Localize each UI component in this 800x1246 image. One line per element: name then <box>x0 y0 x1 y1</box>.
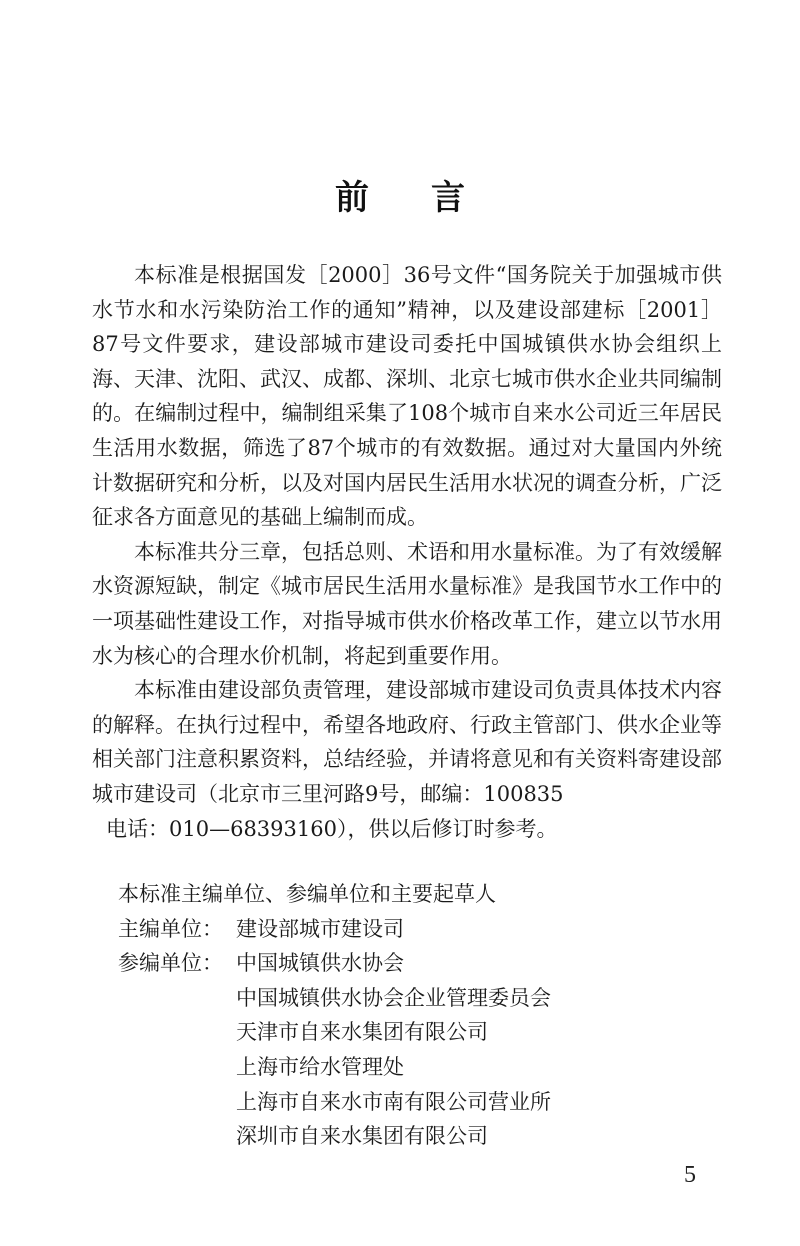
paragraph-1: 本标准是根据国发［2000］36号文件“国务院关于加强城市供水节水和水污染防治工作的通知”精神，以及建设部建标［2001］87号文件要求，建设部城市建设司委托中国城镇供水协会组织上海、天津、沈阳、武汉、成都、深圳、北京七城市供水企业共同编制的。在编制过程中，编制组采集了108个城市自来水公司近三年居民生活用水数据，筛选了87个城市的有效数据。通过对大量国内外统计数据研究和分析，以及对国内居民生活用水状况的调查分析，广泛征求各方面意见的基础上编制而成。 <box>92 263 722 530</box>
participating-unit: 中国城镇供水协会企业管理委员会 <box>236 985 551 1010</box>
participating-unit-row <box>118 1050 551 1085</box>
chief-unit-label: 主编单位： <box>118 916 223 941</box>
page-number: 5 <box>684 1162 696 1188</box>
units-heading <box>118 877 551 912</box>
participating-unit: 深圳市自来水集团有限公司 <box>236 1124 488 1149</box>
participating-unit-row <box>118 946 551 981</box>
paragraph-3: 本标准由建设部负责管理，建设部城市建设司负责具体技术内容的解释。在执行过程中，希望各地政府、行政主管部门、供水企业等相关部门注意积累资料，总结经验，并请将意见和有关资料寄建设部城市建设司（北京市三里河路9号，邮编：100835 <box>92 678 722 806</box>
preface-body <box>92 258 722 846</box>
indent-spacer <box>118 1119 236 1154</box>
indent-spacer <box>118 1085 236 1120</box>
chief-unit-row <box>118 912 551 947</box>
participating-unit: 上海市给水管理处 <box>236 1054 404 1079</box>
page-title: 前言 <box>335 178 527 218</box>
participating-unit: 中国城镇供水协会 <box>236 951 404 976</box>
chief-unit-value: 建设部城市建设司 <box>236 916 404 941</box>
indent-spacer <box>118 1050 236 1085</box>
indent-spacer <box>118 981 236 1016</box>
participating-unit: 上海市自来水市南有限公司营业所 <box>236 1089 551 1114</box>
participating-unit-row <box>118 981 551 1016</box>
participating-unit: 天津市自来水集团有限公司 <box>236 1020 488 1045</box>
participating-unit-row <box>118 1015 551 1050</box>
indent-spacer <box>118 1015 236 1050</box>
participating-unit-row <box>118 1119 551 1154</box>
paragraph-2: 本标准共分三章，包括总则、术语和用水量标准。为了有效缓解水资源短缺，制定《城市居民生活用水量标准》是我国节水工作中的一项基础性建设工作，对指导城市供水价格改革工作，建立以节水用水为核心的合理水价机制，将起到重要作用。 <box>92 539 722 668</box>
units-heading-text: 本标准主编单位、参编单位和主要起草人 <box>118 882 496 906</box>
participating-units-label: 参编单位： <box>118 951 223 976</box>
drafting-units <box>118 877 551 1154</box>
contact-phone-line: 电话：010—68393160），供以后修订时参考。 <box>106 816 558 841</box>
participating-unit-row <box>118 1085 551 1120</box>
